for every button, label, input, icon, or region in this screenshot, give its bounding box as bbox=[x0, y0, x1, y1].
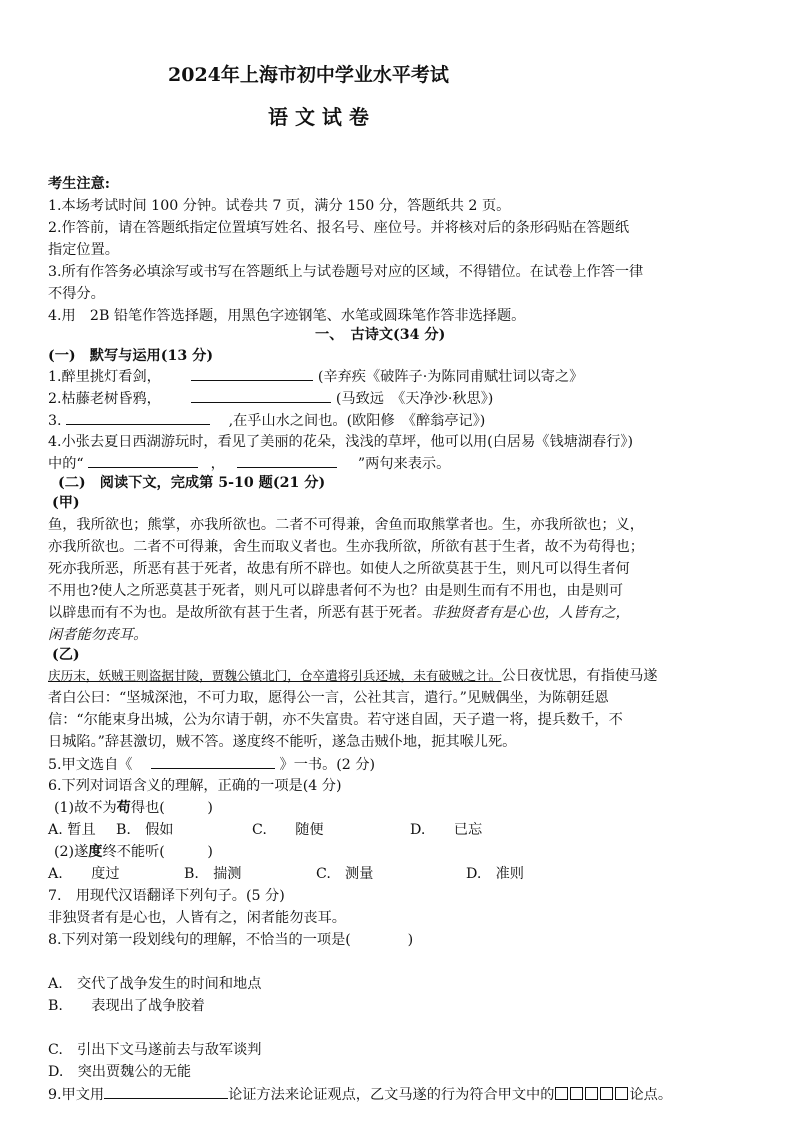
option-b[interactable]: B. 揣测 bbox=[184, 866, 242, 882]
passage-jia-line: 死亦我所恶，所恶有甚于死者，故患有所不辟也。如使人之所欲莫甚于生，则凡可以得生者何 bbox=[48, 561, 630, 577]
passage-yi-line bbox=[48, 665, 657, 687]
q6-sub2-options bbox=[48, 863, 524, 885]
question-1 bbox=[48, 365, 583, 388]
exam-title: 2024年上海市初中学业水平考试 bbox=[168, 64, 449, 86]
q8-option-a[interactable]: A. 交代了战争发生的时间和地点 bbox=[48, 976, 262, 992]
q3-source: ,在乎山水之间也。(欧阳修 《醉翁亭记》) bbox=[228, 413, 486, 429]
passage-yi-text: 公日夜忧思，有指使马遂 bbox=[501, 668, 658, 684]
q8-option-d[interactable]: D. 突出贾魏公的无能 bbox=[48, 1064, 192, 1080]
question-6-stem: 6.下列对词语含义的理解，正确的一项是(4 分) bbox=[48, 778, 342, 794]
q5-prompt: 5.甲文选自《 bbox=[48, 757, 133, 773]
passage-jia-label: (甲) bbox=[52, 495, 80, 511]
question-4-line1: 4.小张去夏日西湖游玩时，看见了美丽的花朵，浅浅的草坪，他可以用(白居易《钱塘湖春行》) bbox=[48, 434, 634, 450]
q6-sub1 bbox=[54, 797, 213, 819]
q3-answer-blank[interactable] bbox=[66, 409, 210, 425]
passage-jia-line bbox=[48, 602, 630, 624]
q2-prompt: 2.枯藤老树昏鸦， bbox=[48, 391, 161, 407]
q6-sub1-options bbox=[48, 819, 483, 841]
notice-item: 指定位置。 bbox=[48, 242, 119, 258]
notice-item: 2.作答前，请在答题纸指定位置填写姓名、报名号、座位号。并将核对后的条形码贴在答题纸 bbox=[48, 220, 630, 236]
question-7-stem: 7. 用现代汉语翻译下列句子。(5 分) bbox=[48, 888, 285, 904]
option-b[interactable]: B. 假如 bbox=[116, 822, 174, 838]
passage-yi-label: (乙) bbox=[52, 647, 80, 663]
q6-sub2 bbox=[54, 841, 213, 863]
passage-jia-line: 不用也?使人之所恶莫甚于死者，则凡可以辟患者何不为也？由是则生而有不用也，由是则可 bbox=[48, 583, 624, 599]
option-c[interactable]: C. 随便 bbox=[252, 822, 324, 838]
notice-heading: 考生注意: bbox=[48, 176, 110, 192]
q5-suffix: 》一书。(2 分) bbox=[279, 757, 376, 773]
question-5 bbox=[48, 753, 375, 776]
question-8-stem: 8.下列对第一段划线句的理解，不恰当的一项是( ) bbox=[48, 932, 414, 948]
question-3 bbox=[48, 409, 485, 432]
q8-option-c[interactable]: C. 引出下文马遂前去与敌军谈判 bbox=[48, 1042, 262, 1058]
passage-jia-line: 闲者能勿丧耳。 bbox=[48, 627, 148, 643]
passage-yi-line: 日城陷。”辞甚激切，贼不答。遂度终不能听，遂急击贼仆地，扼其喉儿死。 bbox=[48, 734, 517, 750]
q9-answer-boxes[interactable] bbox=[554, 1087, 629, 1103]
q2-answer-blank[interactable] bbox=[191, 387, 331, 403]
q9-answer-blank[interactable] bbox=[104, 1083, 228, 1099]
option-a[interactable]: A. 度过 bbox=[48, 866, 120, 882]
exam-subtitle: 语 文 试 卷 bbox=[268, 105, 369, 129]
q2-source: (马致远 《天净沙·秋思》) bbox=[335, 391, 494, 407]
option-c[interactable]: C. 测量 bbox=[316, 866, 374, 882]
q6-sub2-keyword: 度 bbox=[88, 844, 103, 860]
passage-yi-line: 信：“尔能束身出城，公为尔请于朝，亦不失富贵。若守迷自固，天子遣一将，提兵数千，不 bbox=[48, 712, 623, 728]
question-7-sentence: 非独贤者有是心也，人皆有之，闲者能勿丧耳。 bbox=[48, 910, 346, 926]
sec2-heading: (二) 阅读下文，完成第 5-10 题(21 分) bbox=[58, 475, 326, 491]
option-d[interactable]: D. 已忘 bbox=[410, 822, 483, 838]
question-2 bbox=[48, 387, 493, 410]
option-d[interactable]: D. 准则 bbox=[466, 866, 524, 882]
option-a[interactable]: A. 暂且 bbox=[48, 822, 96, 838]
q6-sub2-prefix: (2)遂 bbox=[54, 844, 89, 860]
q4-prompt: 中的“ bbox=[48, 456, 84, 472]
q9-middle: 论证方法来论证观点，乙文马遂的行为符合甲文中的 bbox=[228, 1087, 555, 1103]
q1-source: (辛弃疾《破阵子·为陈同甫赋壮词以寄之》 bbox=[317, 369, 584, 385]
sec1-heading: (一) 默写与运用(13 分) bbox=[48, 348, 214, 364]
q9-prompt: 9.甲文用 bbox=[48, 1087, 105, 1103]
q4-answer-blank-1[interactable] bbox=[88, 452, 198, 468]
q9-suffix: 论点。 bbox=[629, 1087, 673, 1103]
q6-sub1-keyword: 苟 bbox=[116, 800, 131, 816]
q6-sub2-suffix: 终不能听( ) bbox=[102, 844, 213, 860]
q1-answer-blank[interactable] bbox=[191, 365, 313, 381]
q1-prompt: 1.醉里挑灯看剑， bbox=[48, 369, 161, 385]
q4-separator: ， bbox=[210, 456, 225, 472]
q4-suffix: ”两句来表示。 bbox=[357, 456, 451, 472]
notice-item: 1.本场考试时间 100 分钟。试卷共 7 页，满分 150 分，答题纸共 2 页。 bbox=[48, 198, 511, 214]
q5-answer-blank[interactable] bbox=[151, 753, 275, 769]
passage-jia-line: 鱼，我所欲也；熊掌，亦我所欲也。二者不可得兼，舍鱼而取熊掌者也。生，亦我所欲也；义， bbox=[48, 517, 644, 533]
passage-jia-italic: 非独贤者有是心也，人皆有之， bbox=[431, 605, 630, 621]
notice-item: 3.所有作答务必填涂写或书写在答题纸上与试卷题号对应的区域，不得错位。在试卷上作答一律 bbox=[48, 264, 644, 280]
q4-answer-blank-2[interactable] bbox=[237, 452, 337, 468]
q8-option-b[interactable]: B. 表现出了战争胶着 bbox=[48, 998, 205, 1014]
notice-item: 不得分。 bbox=[48, 286, 105, 302]
underlined-sentence: 庆历末，妖贼王则盗据甘陵，贾魏公镇北门，仓卒遣将引兵还城，未有破贼之计。 bbox=[48, 668, 502, 683]
question-9 bbox=[48, 1083, 672, 1106]
passage-jia-line: 亦我所欲也。二者不可得兼，舍生而取义者也。生亦我所欲，所欲有甚于生者，故不为苟得也； bbox=[48, 539, 644, 555]
q6-sub1-suffix: 得也( ) bbox=[130, 800, 213, 816]
part1-heading: 一、 古诗文(34 分) bbox=[315, 327, 446, 343]
q3-number: 3. bbox=[48, 413, 62, 429]
notice-item: 4.用 2B 铅笔作答选择题，用黑色字迹钢笔、水笔或圆珠笔作答非选择题。 bbox=[48, 308, 526, 324]
passage-jia-text: 以辟患而有不为也。是故所欲有甚于生者，所恶有甚于死者。 bbox=[48, 605, 432, 621]
passage-yi-line: 者白公曰：“坚城深池，不可力取，愿得公一言，公社其言，遣行。”见贼偶坐，为陈朝廷恩 bbox=[48, 690, 609, 706]
q6-sub1-prefix: (1)故不为 bbox=[54, 800, 117, 816]
